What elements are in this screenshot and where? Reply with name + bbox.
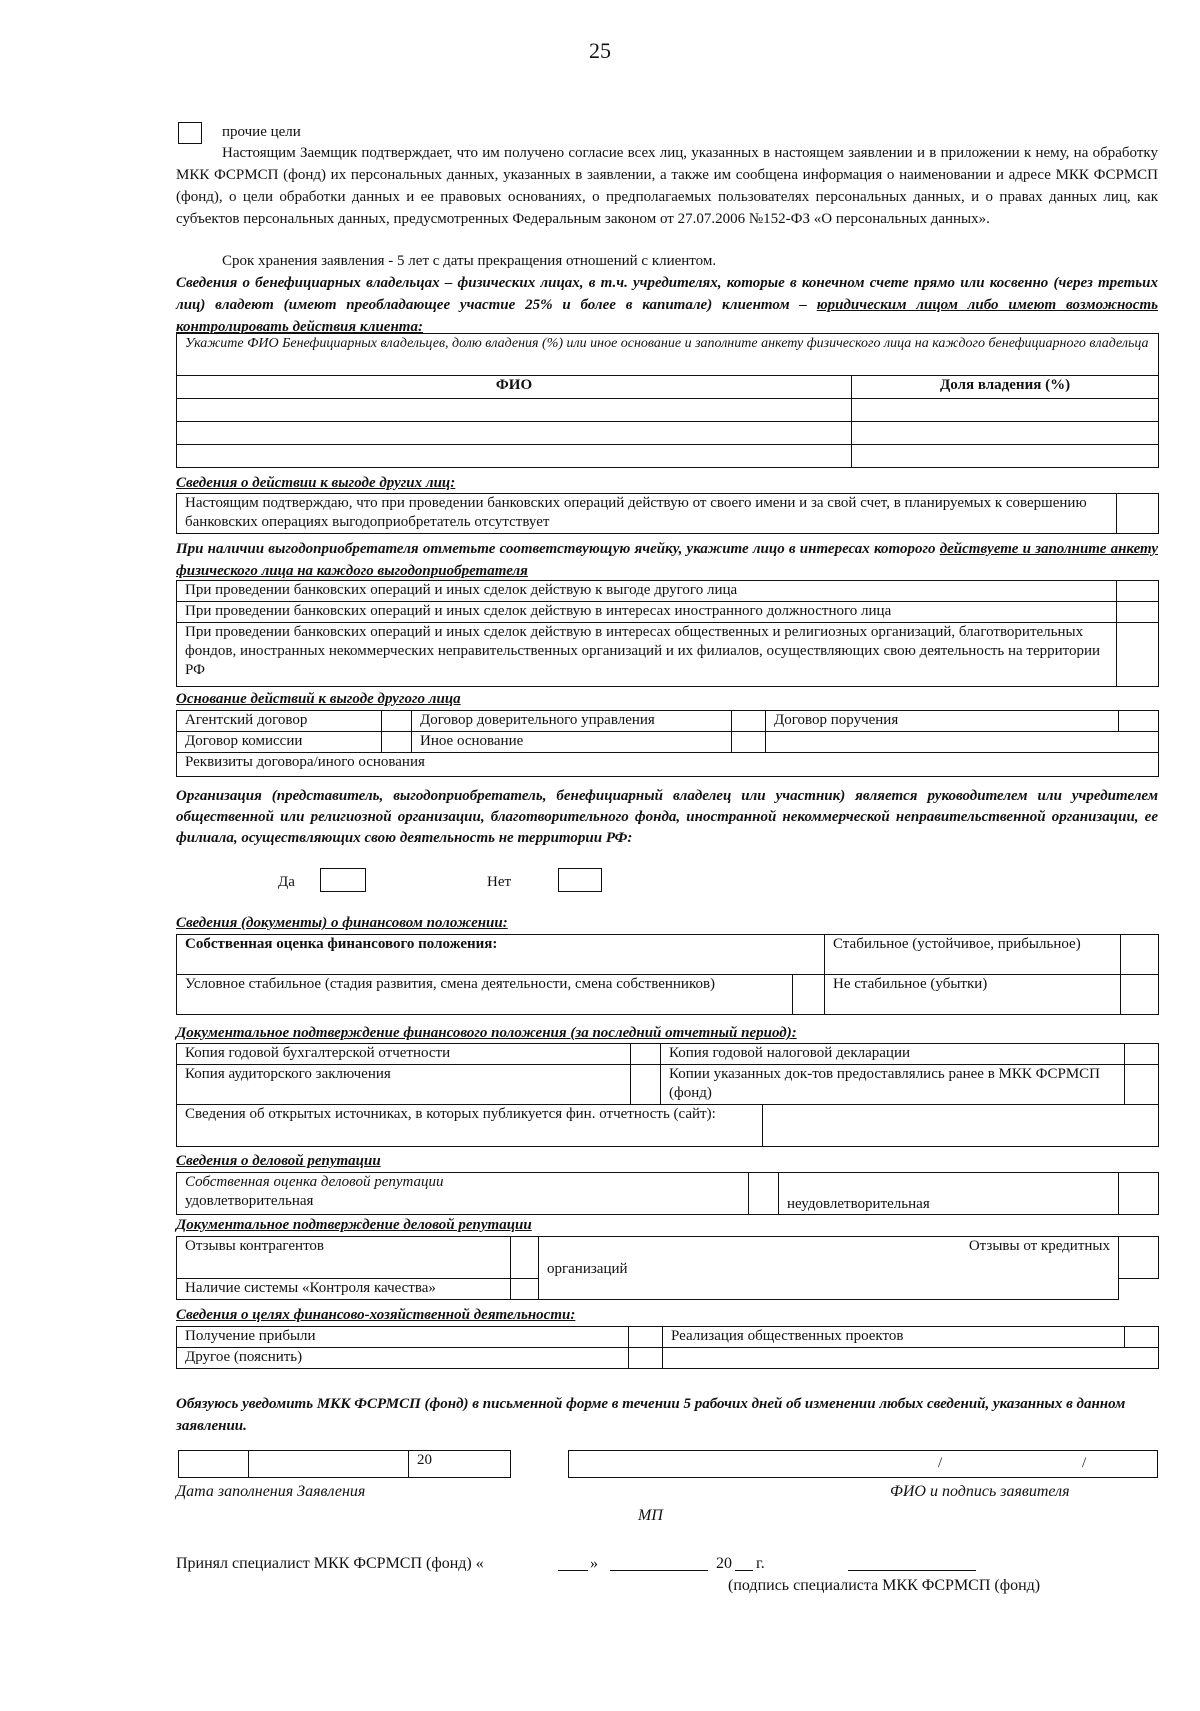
reputation-unsatisfactory: неудовлетворительная: [779, 1173, 1119, 1215]
basis-trust-checkbox[interactable]: [732, 711, 766, 732]
option-public-organizations: При проведении банковских операций и иных сделок действую в интересах общественных и религиозных организаций, благотворительных фондов, иностранных некоммерческих неправительственных организаций и их филиалов, осуществляющих свою деятельность на территории РФ: [177, 623, 1117, 687]
audit-report-checkbox[interactable]: [631, 1065, 661, 1105]
col-share: Доля владения (%): [852, 376, 1159, 399]
accepted-year: 20: [716, 1555, 732, 1572]
financial-docs-table: [176, 1043, 1159, 1147]
basis-other-checkbox[interactable]: [732, 732, 766, 753]
basis-commission-order-checkbox[interactable]: [1119, 711, 1159, 732]
commitment-text: Обязуюсь уведомить МКК ФСРМСП (фонд) в письменной форме в течении 5 рабочих дней об изменении любых сведений, указанных в данном заявлении.: [176, 1396, 1126, 1434]
beneficiary-share-cell[interactable]: [852, 399, 1159, 422]
beneficiaries-heading-text: Сведения о бенефициарных владельцах – физических лицах, в т.ч. учредителях, которые в конечном счете прямо или косвенно (через третьих лиц) владеют (имеют преобладающее участие 25% и более в капитале) клиентом –: [176, 275, 1158, 313]
reputation-satisfactory: удовлетворительная: [185, 1193, 314, 1209]
financial-unstable-checkbox[interactable]: [1121, 975, 1159, 1015]
goal-other-checkbox[interactable]: [629, 1348, 663, 1369]
confirm-checkbox[interactable]: [1117, 494, 1159, 534]
date-year-cell[interactable]: 20: [409, 1451, 511, 1478]
accepted-day-line[interactable]: [558, 1570, 588, 1571]
date-month-cell[interactable]: [249, 1451, 409, 1478]
beneficiaries-heading: [176, 272, 1158, 338]
tax-declaration: Копия годовой налоговой декларации: [661, 1044, 1125, 1065]
basis-other: Иное основание: [412, 732, 732, 753]
financial-self-assessment: Собственная оценка финансового положения:: [177, 935, 825, 975]
goal-social: Реализация общественных проектов: [663, 1327, 1125, 1348]
beneficiaries-heading-underlined: юридическим лицом либо имеют возможность контролировать действия клиента:: [176, 297, 1158, 335]
beneficiary-share-cell[interactable]: [852, 422, 1159, 445]
other-goals-label: прочие цели: [222, 124, 301, 140]
financial-stable-checkbox[interactable]: [1121, 935, 1159, 975]
beneficiary-name-cell[interactable]: [177, 422, 852, 445]
audit-report: Копия аудиторского заключения: [177, 1065, 631, 1105]
specialist-signature-line[interactable]: [848, 1570, 976, 1571]
counterparty-reviews: Отзывы контрагентов: [177, 1237, 511, 1279]
signature-slash-2: /: [1082, 1455, 1087, 1471]
previously-provided-checkbox[interactable]: [1125, 1065, 1159, 1105]
accepted-quote: »: [590, 1555, 598, 1572]
option-foreign-official-checkbox[interactable]: [1117, 602, 1159, 623]
financial-conditionally-stable-checkbox[interactable]: [793, 975, 825, 1015]
beneficiary-name-cell[interactable]: [177, 399, 852, 422]
tax-declaration-checkbox[interactable]: [1125, 1044, 1159, 1065]
counterparty-reviews-checkbox[interactable]: [511, 1237, 539, 1279]
financial-heading: Сведения (документы) о финансовом положении:: [176, 915, 508, 931]
financial-unstable: Не стабильное (убытки): [825, 975, 1121, 1015]
financial-docs-heading: Документальное подтверждение финансового положения (за последний отчетный период):: [176, 1025, 797, 1041]
basis-heading: Основание действий к выгоде другого лица: [176, 691, 461, 707]
specialist-caption: (подпись специалиста МКК ФСРМСП (фонд): [728, 1577, 1041, 1594]
reputation-self-assessment: Собственная оценка деловой репутации: [185, 1174, 444, 1190]
beneficiary-instruction-text: При наличии выгодоприобретателя отметьте соответствующую ячейку, укажите лицо в интересах которого: [176, 541, 940, 557]
basis-other-input[interactable]: [766, 732, 1159, 753]
accepted-month-line[interactable]: [610, 1570, 708, 1571]
basis-agency-checkbox[interactable]: [382, 711, 412, 732]
option-foreign-official: При проведении банковских операций и иных сделок действую в интересах иностранного должностного лица: [177, 602, 1117, 623]
quality-control: Наличие системы «Контроля качества»: [177, 1279, 511, 1300]
goals-table: [176, 1326, 1159, 1369]
annual-accounts-checkbox[interactable]: [631, 1044, 661, 1065]
financial-stable: Стабильное (устойчивое, прибыльное): [825, 935, 1121, 975]
option-other-person: При проведении банковских операций и иных сделок действую к выгоде другого лица: [177, 581, 1117, 602]
previously-provided: Копии указанных док-тов предоставлялись ранее в МКК ФСРМСП (фонд): [661, 1065, 1125, 1105]
applicant-name-caption: ФИО и подпись заявителя: [890, 1483, 1070, 1500]
storage-paragraph: Срок хранения заявления - 5 лет с даты прекращения отношений с клиентом.: [222, 253, 717, 269]
no-label: Нет: [487, 874, 512, 890]
signature-slash-1: /: [938, 1455, 943, 1471]
reputation-satisfactory-checkbox[interactable]: [749, 1173, 779, 1215]
no-checkbox[interactable]: [558, 868, 602, 892]
reputation-self-cell: [177, 1173, 749, 1215]
annual-accounts: Копия годовой бухгалтерской отчетности: [177, 1044, 631, 1065]
basis-commission: Договор комиссии: [177, 732, 382, 753]
date-day-cell[interactable]: [179, 1451, 249, 1478]
credit-reviews-line-1: Отзывы от кредитных: [968, 1238, 1110, 1254]
basis-requisites[interactable]: Реквизиты договора/иного основания: [177, 753, 1159, 777]
credit-reviews-checkbox[interactable]: [1119, 1237, 1159, 1279]
goal-other-input[interactable]: [663, 1348, 1159, 1369]
goal-profit: Получение прибыли: [177, 1327, 629, 1348]
credit-reviews-line-2: организаций: [547, 1261, 628, 1277]
accepted-year-suffix: г.: [756, 1555, 765, 1572]
goals-heading: Сведения о целях финансово-хозяйственной деятельности:: [176, 1307, 576, 1323]
consent-paragraph: Настоящим Заемщик подтверждает, что им получено согласие всех лиц, указанных в настоящем заявлении и в приложении к нему, на обработку МКК ФСРМСП (фонд) их персональных данных, указанных в заявлении, а также им сообщена информация о наименовании и адресе МКК ФСРМСП (фонд), о цели обработки данных и ее правовых основаниях, о предполагаемых пользователях персональных данных, и о правах данных лиц, как субъектов персональных данных, предусмотренных Федеральным законом от 27.07.2006 №152-ФЗ «О персональных данных».: [176, 145, 1158, 227]
basis-commission-checkbox[interactable]: [382, 732, 412, 753]
beneficiaries-instruction: Укажите ФИО Бенефициарных владельцев, долю владения (%) или иное основание и заполните анкету физического лица на каждого бенефициарного владельца: [177, 334, 1159, 376]
applicant-signature-field[interactable]: [568, 1450, 1158, 1478]
option-other-person-checkbox[interactable]: [1117, 581, 1159, 602]
organization-question: Организация (представитель, выгодоприобретатель, бенефициарный владелец или участник) является руководителем или учредителем общественной или религиозной организации, благотворительного фонда, иностранной некоммерческой неправительственной организации, ее филиала, осуществляющих свою деятельность не территории РФ:: [176, 788, 1158, 846]
others-benefit-heading: Сведения о действии к выгоде других лиц:: [176, 475, 456, 491]
col-fio: ФИО: [177, 376, 852, 399]
basis-trust: Договор доверительного управления: [412, 711, 732, 732]
open-sources: Сведения об открытых источниках, в которых публикуется фин. отчетность (сайт):: [177, 1105, 763, 1147]
credit-reviews-blank: [1119, 1279, 1159, 1300]
reputation-docs-heading: Документальное подтверждение деловой репутации: [176, 1217, 532, 1233]
beneficiaries-table: [176, 333, 1159, 468]
yes-checkbox[interactable]: [320, 868, 366, 892]
basis-commission-order: Договор поручения: [766, 711, 1119, 732]
reputation-heading: Сведения о деловой репутации: [176, 1153, 381, 1169]
financial-assessment-table: [176, 934, 1159, 1015]
benefit-options-table: [176, 580, 1159, 687]
other-goals-checkbox[interactable]: [178, 122, 202, 144]
beneficiary-instruction-underlined: действуете и заполните анкету физического лица на каждого выгодоприобретателя: [176, 541, 1158, 579]
beneficiary-share-cell[interactable]: [852, 445, 1159, 468]
credit-reviews-cell: [539, 1237, 1119, 1300]
reputation-unsatisfactory-checkbox[interactable]: [1119, 1173, 1159, 1215]
confirm-table: [176, 493, 1159, 534]
accepted-year-line[interactable]: [735, 1570, 753, 1571]
reputation-table: [176, 1172, 1159, 1215]
accepted-prefix: Принял специалист МКК ФСРМСП (фонд) «: [176, 1555, 484, 1572]
page-number: 25: [589, 38, 611, 63]
quality-control-checkbox[interactable]: [511, 1279, 539, 1300]
beneficiary-name-cell[interactable]: [177, 445, 852, 468]
date-table: [178, 1450, 511, 1478]
stamp-label: МП: [638, 1507, 663, 1524]
option-public-organizations-checkbox[interactable]: [1117, 623, 1159, 687]
financial-conditionally-stable: Условное стабильное (стадия развития, смена деятельности, смена собственников): [177, 975, 793, 1015]
goal-other: Другое (пояснить): [177, 1348, 629, 1369]
basis-agency: Агентский договор: [177, 711, 382, 732]
date-caption: Дата заполнения Заявления: [176, 1483, 366, 1500]
beneficiary-instruction: [176, 538, 1158, 582]
confirm-text: Настоящим подтверждаю, что при проведении банковских операций действую от своего имени и за свой счет, в планируемых к совершению банковских операциях выгодоприобретатель отсутствует: [177, 494, 1117, 534]
yes-label: Да: [278, 874, 295, 890]
open-sources-input[interactable]: [763, 1105, 1159, 1147]
goal-profit-checkbox[interactable]: [629, 1327, 663, 1348]
basis-table: [176, 710, 1159, 777]
reputation-docs-table: [176, 1236, 1159, 1300]
goal-social-checkbox[interactable]: [1125, 1327, 1159, 1348]
